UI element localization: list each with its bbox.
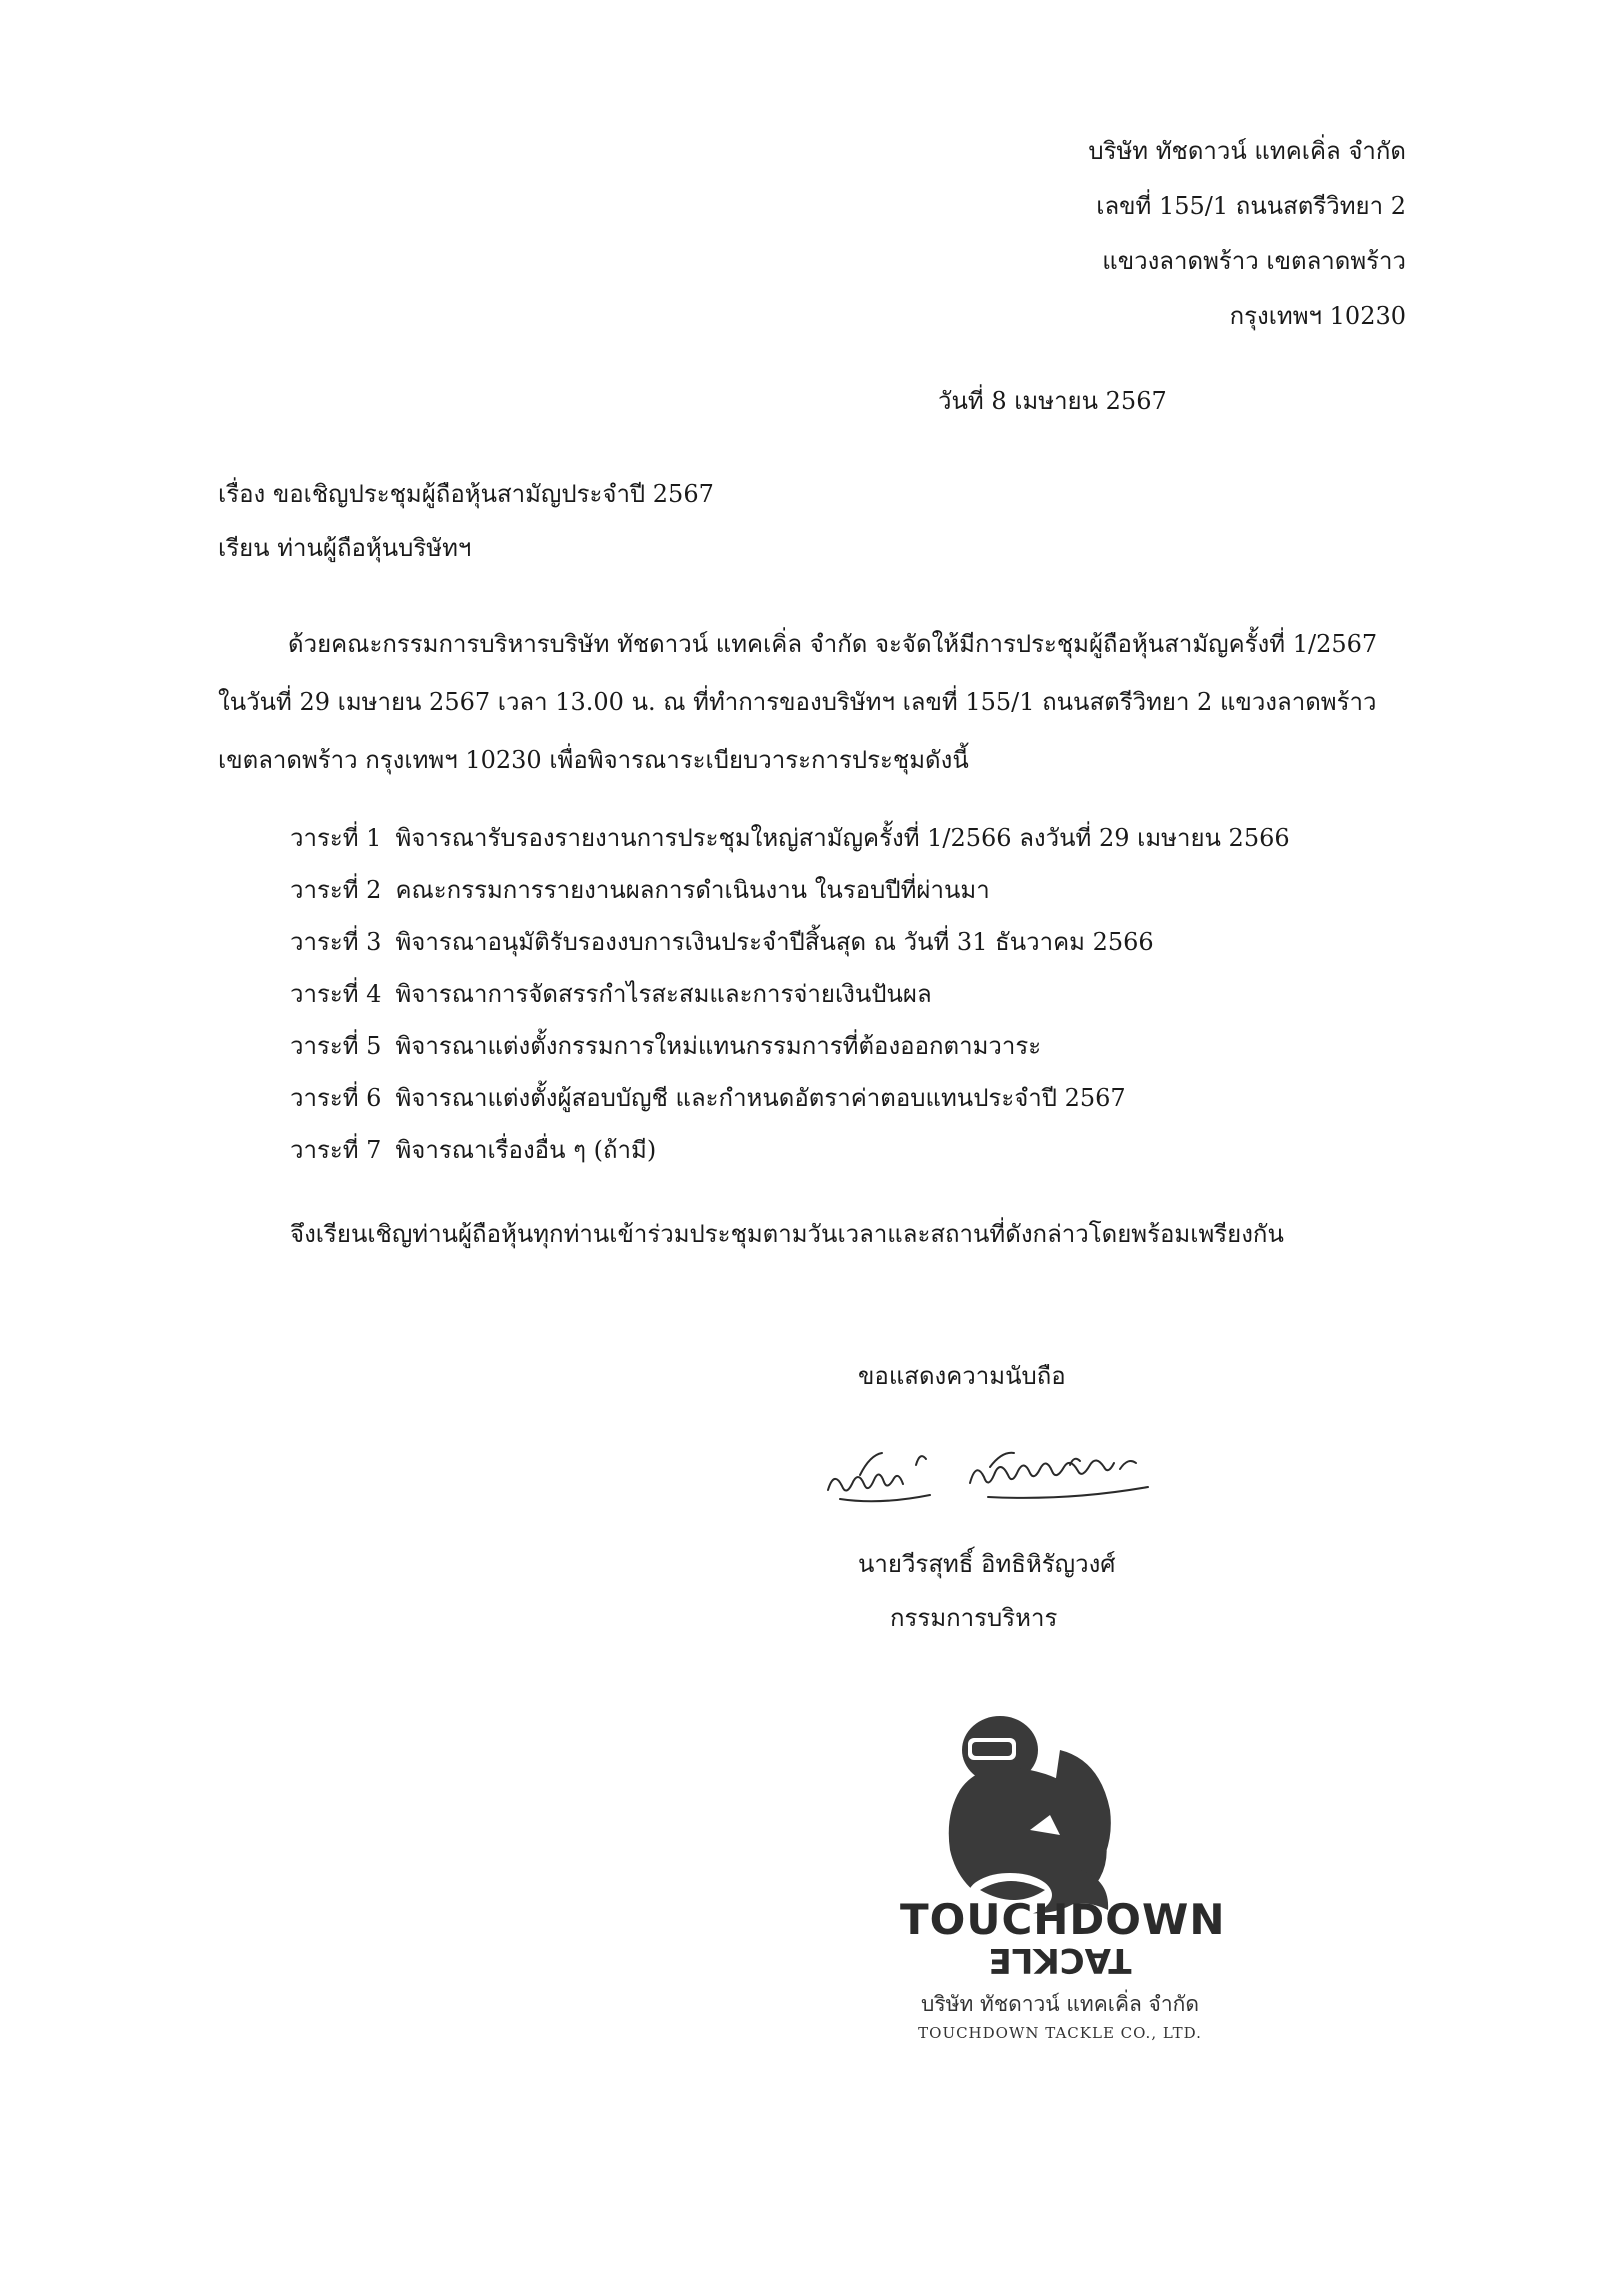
agenda-text: พิจารณารับรองรายงานการประชุมใหญ่สามัญครั้งที่ 1/2566 ลงวันที่ 29 เมษายน 2566 [395, 824, 1290, 852]
signer-name: นายวีรสุทธิ์ อิทธิหิรัญวงศ์ [858, 1550, 1116, 1578]
letter-body-text: ด้วยคณะกรรมการบริหารบริษัท ทัชดาวน์ แทคเคิ่ล จำกัด จะจัดให้มีการประชุมผู้ถือหุ้นสามัญครั้งที่ 1/2567 ในวันที่ 29 เมษายน 2567 เวลา 13.00 น. ณ ที่ทำการของบริษัทฯ เลขที่ 155/1 ถนนสตรีวิทยา 2 แขวงลาดพร้าว เขตลาดพร้าว กรุงเทพฯ 10230 เพื่อพิจารณาระเบียบวาระการประชุมดังนี้ [218, 630, 1378, 774]
sender-address-line1: เลขที่ 155/1 ถนนสตรีวิทยา 2 [1096, 192, 1406, 220]
agenda-item [290, 812, 1290, 864]
closing-regards: ขอแสดงความนับถือ [858, 1362, 1066, 1390]
agenda-item [290, 1020, 1290, 1072]
agenda-item [290, 968, 1290, 1020]
agenda-list [290, 812, 1290, 1176]
agenda-number: วาระที่ 7 [290, 1136, 382, 1164]
letter-recipient: เรียน ท่านผู้ถือหุ้นบริษัทฯ [218, 534, 472, 562]
signer-title: กรรมการบริหาร [890, 1604, 1058, 1632]
agenda-text: พิจารณาแต่งตั้งผู้สอบบัญชี และกำหนดอัตราค่าตอบแทนประจำปี 2567 [395, 1084, 1126, 1112]
sender-address-line2: แขวงลาดพร้าว เขตลาดพร้าว [1102, 247, 1406, 275]
agenda-item [290, 1124, 1290, 1176]
agenda-item [290, 864, 1290, 916]
letter-subject: เรื่อง ขอเชิญประชุมผู้ถือหุ้นสามัญประจำปี 2567 [218, 480, 714, 508]
stamp-brand: TOUCHDOWN [900, 1895, 1226, 1944]
agenda-item [290, 1072, 1290, 1124]
letter-date: วันที่ 8 เมษายน 2567 [938, 387, 1167, 415]
closing-invite: จึงเรียนเชิญท่านผู้ถือหุ้นทุกท่านเข้าร่วมประชุมตามวันเวลาและสถานที่ดังกล่าวโดยพร้อมเพรียงกัน [290, 1220, 1284, 1248]
agenda-text: พิจารณาการจัดสรรกำไรสะสมและการจ่ายเงินปันผล [395, 980, 932, 1008]
agenda-number: วาระที่ 2 [290, 876, 382, 904]
agenda-text: พิจารณาแต่งตั้งกรรมการใหม่แทนกรรมการที่ต้องออกตามวาระ [395, 1032, 1042, 1060]
stamp-brand-sub: TACKLE [988, 1940, 1132, 1980]
agenda-text: พิจารณาเรื่องอื่น ๆ (ถ้ามี) [395, 1136, 657, 1164]
stamp-company-en: TOUCHDOWN TACKLE CO., LTD. [918, 2024, 1202, 2042]
agenda-number: วาระที่ 5 [290, 1032, 382, 1060]
sender-address-line3: กรุงเทพฯ 10230 [1229, 302, 1406, 330]
agenda-number: วาระที่ 1 [290, 824, 382, 852]
sender-company: บริษัท ทัชดาวน์ แทคเคิ่ล จำกัด [1088, 137, 1406, 165]
agenda-number: วาระที่ 6 [290, 1084, 382, 1112]
agenda-number: วาระที่ 4 [290, 980, 382, 1008]
handwritten-signature [820, 1435, 1180, 1525]
agenda-text: คณะกรรมการรายงานผลการดำเนินงาน ในรอบปีที่ผ่านมา [395, 876, 990, 904]
agenda-number: วาระที่ 3 [290, 928, 382, 956]
agenda-text: พิจารณาอนุมัติรับรองงบการเงินประจำปีสิ้นสุด ณ วันที่ 31 ธันวาคม 2566 [395, 928, 1154, 956]
letter-body [218, 615, 1398, 789]
agenda-item [290, 916, 1290, 968]
stamp-company-th: บริษัท ทัชดาวน์ แทคเคิ่ล จำกัด [921, 1992, 1199, 2016]
